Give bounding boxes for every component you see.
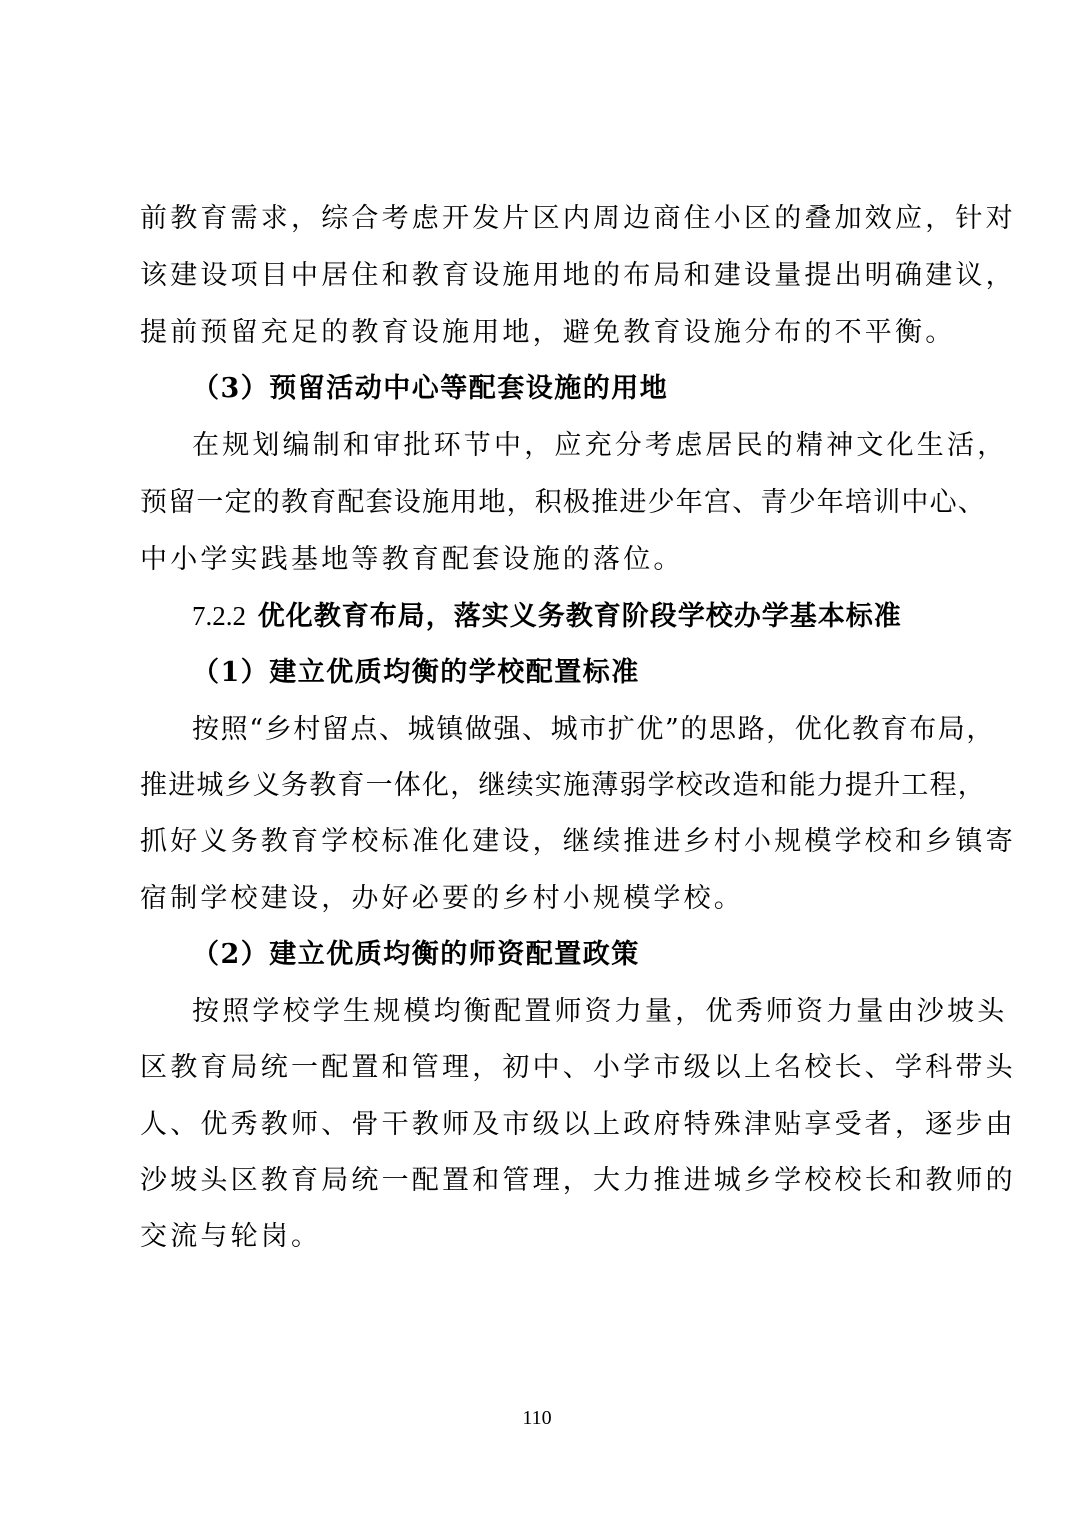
subheading-1: （1）建立优质均衡的学校配置标准 bbox=[192, 657, 640, 688]
subheading-2: （2）建立优质均衡的师资配置政策 bbox=[192, 939, 640, 970]
section-heading bbox=[192, 597, 902, 636]
page-number: 110 bbox=[522, 1407, 552, 1429]
paragraph-4-line-3: 人、优秀教师、骨干教师及市级以上政府特殊津贴享受者，逐步由 bbox=[140, 1109, 1016, 1140]
paragraph-4-line-4: 沙坡头区教育局统一配置和管理，大力推进城乡学校校长和教师的 bbox=[140, 1165, 1016, 1196]
paragraph-2-line-1: 在规划编制和审批环节中，应充分考虑居民的精神文化生活， bbox=[192, 430, 1008, 461]
paragraph-1-line-3: 提前预留充足的教育设施用地，避免教育设施分布的不平衡。 bbox=[140, 317, 956, 348]
paragraph-3-line-2: 推进城乡义务教育一体化，继续实施薄弱学校改造和能力提升工程， bbox=[140, 770, 986, 801]
section-title: 优化教育布局，落实义务教育阶段学校办学基本标准 bbox=[257, 601, 902, 632]
paragraph-4-line-1: 按照学校学生规模均衡配置师资力量，优秀师资力量由沙坡头 bbox=[192, 996, 1008, 1027]
paragraph-4-line-2: 区教育局统一配置和管理，初中、小学市级以上名校长、学科带头 bbox=[140, 1052, 1016, 1083]
paragraph-1-line-2: 该建设项目中居住和教育设施用地的布局和建设量提出明确建议， bbox=[140, 260, 1016, 291]
paragraph-2-line-2: 预留一定的教育配套设施用地，积极推进少年宫、青少年培训中心、 bbox=[140, 487, 986, 518]
paragraph-3-line-4: 宿制学校建设，办好必要的乡村小规模学校。 bbox=[140, 883, 744, 914]
paragraph-1-line-1: 前教育需求，综合考虑开发片区内周边商住小区的叠加效应，针对 bbox=[140, 203, 1016, 234]
subheading-3: （3）预留活动中心等配套设施的用地 bbox=[192, 373, 669, 404]
paragraph-4-line-5: 交流与轮岗。 bbox=[140, 1221, 322, 1252]
paragraph-2-line-3: 中小学实践基地等教育配套设施的落位。 bbox=[140, 544, 684, 575]
paragraph-3-line-3: 抓好义务教育学校标准化建设，继续推进乡村小规模学校和乡镇寄 bbox=[140, 826, 1016, 857]
section-number: 7.2.2 bbox=[192, 601, 246, 631]
paragraph-3-line-1: 按照“乡村留点、城镇做强、城市扩优”的思路，优化教育布局， bbox=[192, 714, 996, 745]
